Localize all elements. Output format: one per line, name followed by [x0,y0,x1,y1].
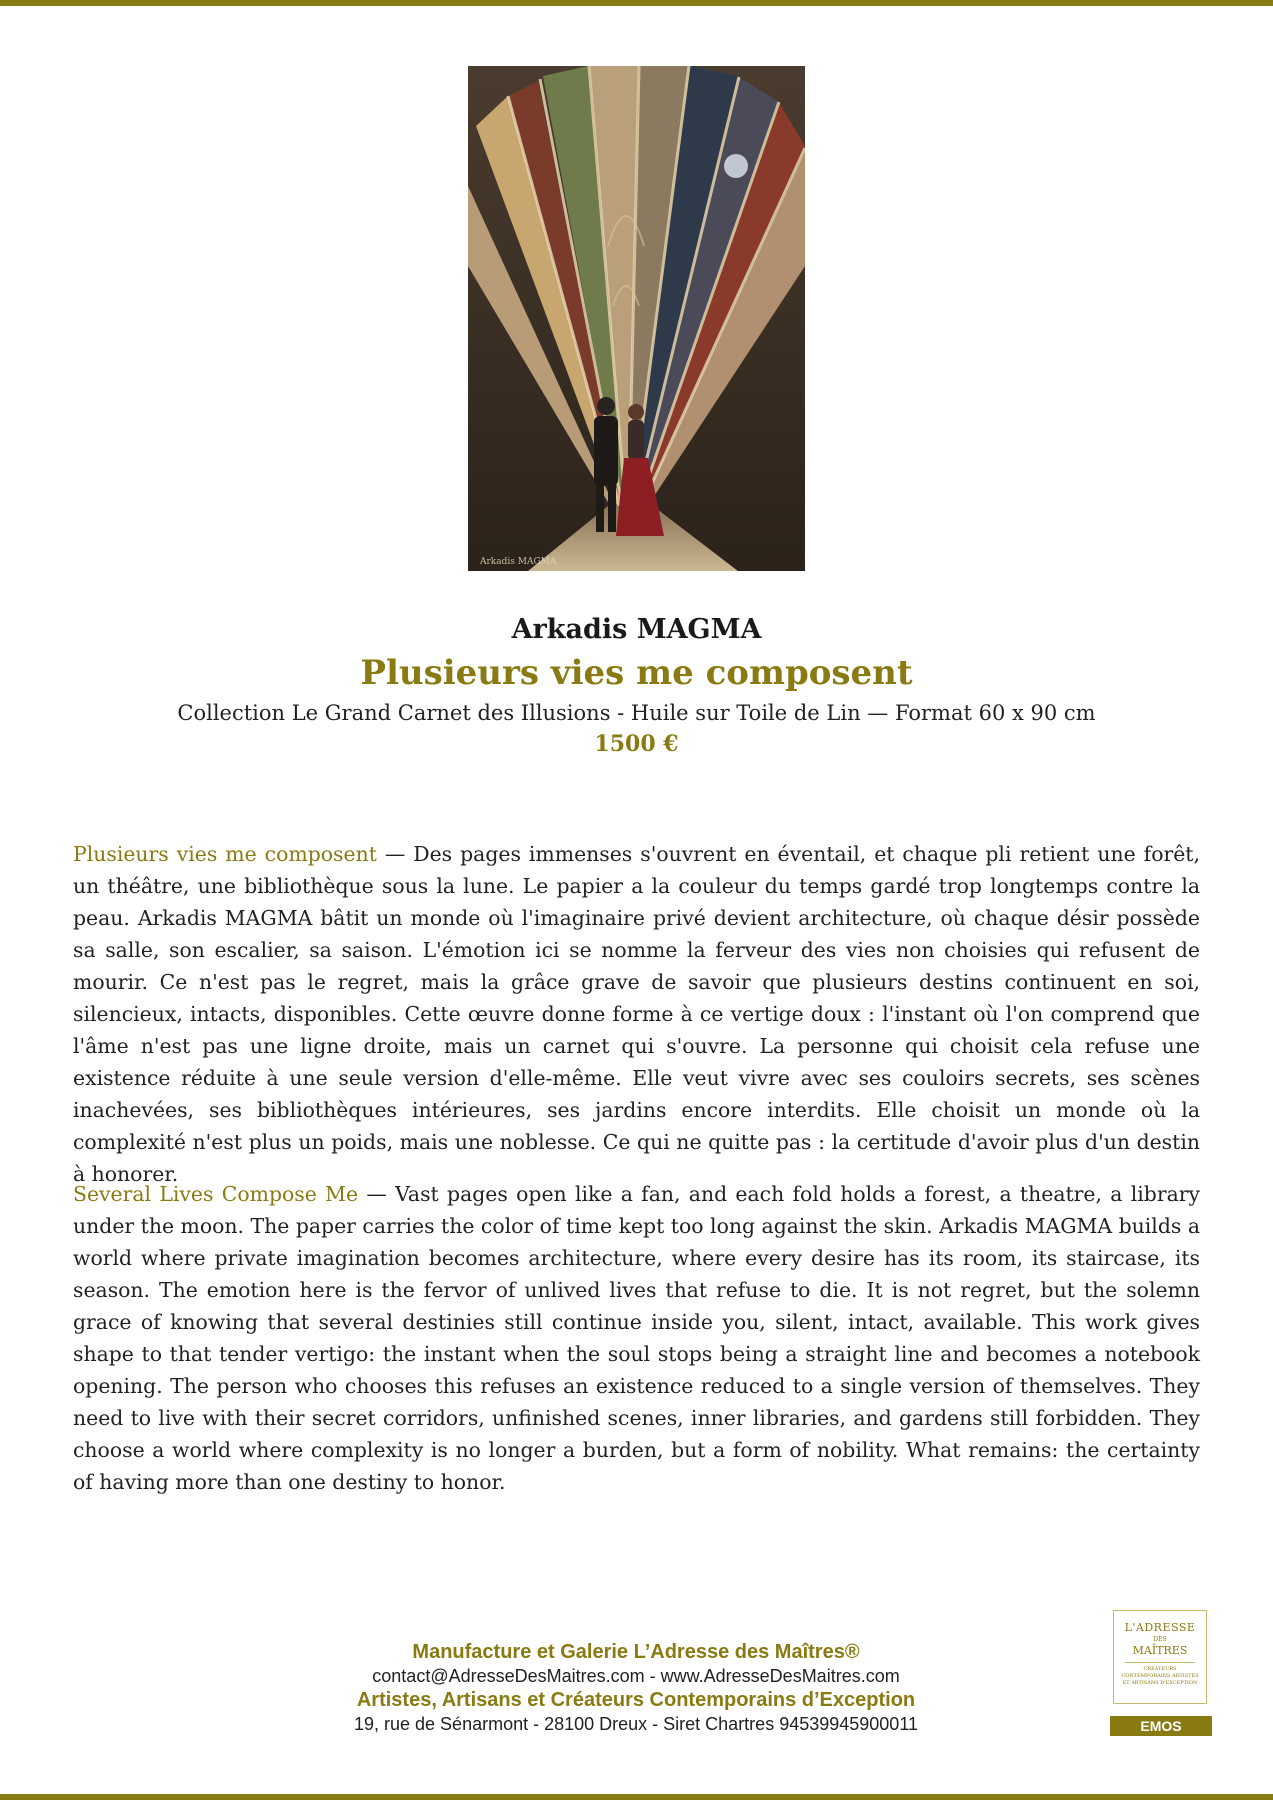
top-border [0,0,1273,6]
description-french-body: — Des pages immenses s'ouvrent en éventail, et chaque pli retient une forêt, un théâtre, une bibliothèque sous la lune. Le papier a la couleur du temps gardé trop longtemps contre la peau. Arkadis MAGMA bâtit un monde où l'imaginaire privé devient architecture, où chaque désir possède sa salle, son escalier, sa saison. L'émotion ici se nomme la ferveur des vies non choisies qui refusent de mourir. Ce n'est pas le regret, mais la grâce grave de savoir que plusieurs destins continuent en soi, silencieux, intacts, disponibles. Cette œuvre donne forme à ce vertige doux : l'instant où l'on comprend que l'âme n'est pas une ligne droite, mais un carnet qui s'ouvre. La personne qui choisit cela refuse une existence réduite à une seule version d'elle-même. Elle veut vivre avec ses couloirs secrets, ses scènes inachevées, ses bibliothèques intérieures, ses jardins encore interdits. Elle choisit un monde où la complexité n'est plus un poids, mais une noblesse. Ce qui ne quitte pas : la certitude d'avoir plus d'un destin à honorer. [73,842,1200,1186]
description-english-lead: Several Lives Compose Me [73,1182,359,1206]
artwork-painting [468,66,805,571]
gallery-logo [1113,1610,1207,1704]
logo-line-3: MAÎTRES [1132,1644,1188,1657]
artwork-collection: Collection Le Grand Carnet des Illusions - Huile sur Toile de Lin — Format 60 x 90 cm [177,701,1096,725]
footer [300,1640,972,1736]
gallery-address: 19, rue de Sénarmont - 28100 Dreux - Siret Chartres 94539945900011 [353,1714,919,1734]
description-english-body: — Vast pages open like a fan, and each fold holds a forest, a theatre, a library under the moon. The paper carries the color of time kept too long against the skin. Arkadis MAGMA builds a world where private imagination becomes architecture, where every desire has its room, its staircase, its season. The emotion here is the fervor of unlived lives that refuse to die. It is not regret, but the solemn grace of knowing that several destinies still continue inside you, silent, intact, available. This work gives shape to that tender vertigo: the instant when the soul stops being a straight line and becomes a notebook opening. The person who chooses this refuses an existence reduced to a single version of themselves. They need to live with their secret corridors, unfinished scenes, inner libraries, and gardens still forbidden. They choose a world where complexity is no longer a burden, but a form of nobility. What remains: the certainty of having more than one destiny to honor. [73,1182,1200,1494]
logo-line-1: L'ADRESSE [1124,1621,1196,1634]
gallery-name: Manufacture et Galerie L’Adresse des Maîtres® [412,1641,860,1663]
logo-line-4: CRÉATEURS CONTEMPORAINS ARTISTES ET ARTISANS D'EXCEPTION [1121,1666,1199,1686]
gallery-tagline: Artistes, Artisans et Créateurs Contemporains d’Exception [356,1689,916,1711]
description-french [73,838,1200,1190]
artwork-image [468,66,805,571]
bottom-border [0,1794,1273,1800]
artwork-title: Plusieurs vies me composent [360,653,913,693]
description-french-lead: Plusieurs vies me composent [73,842,377,866]
artist-name: Arkadis MAGMA [511,614,762,645]
logo-badge: EMOS [1110,1716,1212,1736]
gallery-contact: contact@AdresseDesMaitres.com - www.AdresseDesMaitres.com [372,1666,900,1686]
artwork-price: 1500 € [594,731,679,757]
logo-divider [1125,1662,1195,1663]
artwork-header [0,612,1273,760]
logo-line-2: DES [1153,1636,1167,1643]
description-english [73,1178,1200,1498]
artwork-signature: Arkadis MAGMA [480,557,557,567]
